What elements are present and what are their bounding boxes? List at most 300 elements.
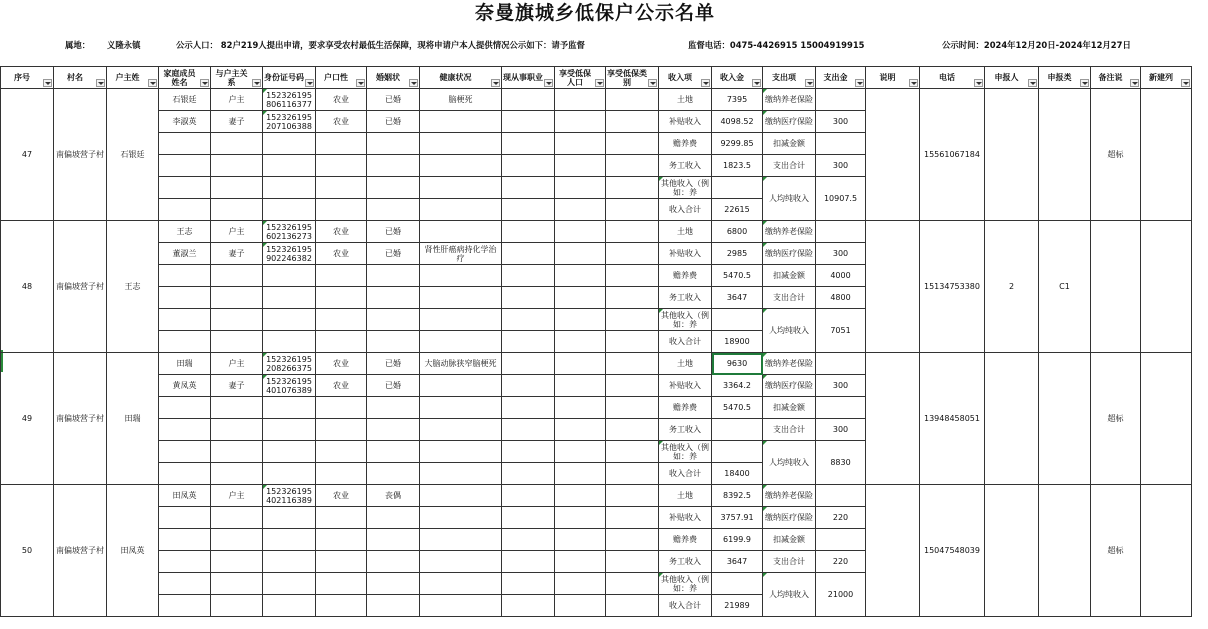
- member-low-income-type[interactable]: [606, 397, 659, 419]
- member-occupation[interactable]: [502, 331, 555, 353]
- column-header[interactable]: 现从事职业: [502, 67, 555, 89]
- member-id-number[interactable]: [263, 331, 316, 353]
- member-relation[interactable]: [211, 595, 263, 617]
- member-id-number[interactable]: 152326195208266375: [263, 353, 316, 375]
- member-id-number[interactable]: [263, 419, 316, 441]
- member-hukou[interactable]: [316, 419, 367, 441]
- member-hukou[interactable]: [316, 573, 367, 595]
- income-amount[interactable]: 7395: [712, 89, 763, 111]
- member-id-number[interactable]: [263, 397, 316, 419]
- member-low-income-count[interactable]: [555, 155, 606, 177]
- member-marriage[interactable]: [367, 441, 420, 463]
- income-amount[interactable]: 5470.5: [712, 265, 763, 287]
- member-health[interactable]: 肾性肝癌病持化学治疗: [420, 243, 502, 265]
- new-column[interactable]: [1141, 89, 1192, 221]
- filter-dropdown-icon[interactable]: [491, 79, 500, 87]
- member-hukou[interactable]: [316, 529, 367, 551]
- filter-dropdown-icon[interactable]: [595, 79, 604, 87]
- filter-dropdown-icon[interactable]: [1130, 79, 1139, 87]
- member-id-number[interactable]: [263, 441, 316, 463]
- member-hukou[interactable]: 农业: [316, 485, 367, 507]
- expense-item[interactable]: 缴纳养老保险: [763, 485, 816, 507]
- member-hukou[interactable]: 农业: [316, 111, 367, 133]
- column-header[interactable]: 户口性: [316, 67, 367, 89]
- member-occupation[interactable]: [502, 199, 555, 221]
- member-low-income-count[interactable]: [555, 551, 606, 573]
- member-name[interactable]: 王志: [159, 221, 211, 243]
- member-low-income-count[interactable]: [555, 221, 606, 243]
- phone[interactable]: 15561067184: [920, 89, 985, 221]
- income-amount[interactable]: 6800: [712, 221, 763, 243]
- member-low-income-type[interactable]: [606, 419, 659, 441]
- expense-amount[interactable]: 300: [816, 155, 866, 177]
- expense-amount[interactable]: 220: [816, 507, 866, 529]
- member-hukou[interactable]: [316, 265, 367, 287]
- expense-amount[interactable]: 4000: [816, 265, 866, 287]
- member-health[interactable]: [420, 375, 502, 397]
- filter-dropdown-icon[interactable]: [648, 79, 657, 87]
- member-occupation[interactable]: [502, 111, 555, 133]
- filter-dropdown-icon[interactable]: [43, 79, 52, 87]
- member-low-income-type[interactable]: [606, 265, 659, 287]
- member-health[interactable]: [420, 155, 502, 177]
- member-marriage[interactable]: [367, 155, 420, 177]
- filter-dropdown-icon[interactable]: [305, 79, 314, 87]
- member-marriage[interactable]: [367, 177, 420, 199]
- income-item[interactable]: 其他收入（例如：养: [659, 177, 712, 199]
- member-marriage[interactable]: 丧偶: [367, 485, 420, 507]
- member-low-income-type[interactable]: [606, 441, 659, 463]
- member-health[interactable]: [420, 595, 502, 617]
- member-id-number[interactable]: 152326195602136273: [263, 221, 316, 243]
- income-item[interactable]: 赡养费: [659, 133, 712, 155]
- member-occupation[interactable]: [502, 353, 555, 375]
- member-hukou[interactable]: 农业: [316, 221, 367, 243]
- expense-item[interactable]: 缴纳医疗保险: [763, 375, 816, 397]
- member-name[interactable]: [159, 573, 211, 595]
- filter-dropdown-icon[interactable]: [148, 79, 157, 87]
- member-id-number[interactable]: [263, 177, 316, 199]
- column-header[interactable]: 备注说: [1091, 67, 1141, 89]
- filter-dropdown-icon[interactable]: [1028, 79, 1037, 87]
- column-header[interactable]: 享受低保类别: [606, 67, 659, 89]
- member-low-income-count[interactable]: [555, 331, 606, 353]
- member-low-income-count[interactable]: [555, 419, 606, 441]
- column-header[interactable]: 申报类: [1039, 67, 1091, 89]
- expense-item[interactable]: 缴纳医疗保险: [763, 111, 816, 133]
- income-amount[interactable]: 2985: [712, 243, 763, 265]
- member-hukou[interactable]: [316, 309, 367, 331]
- filter-dropdown-icon[interactable]: [805, 79, 814, 87]
- member-low-income-type[interactable]: [606, 133, 659, 155]
- member-health[interactable]: [420, 485, 502, 507]
- income-amount[interactable]: 22615: [712, 199, 763, 221]
- expense-item[interactable]: 扣减金额: [763, 529, 816, 551]
- expense-item[interactable]: 缴纳医疗保险: [763, 243, 816, 265]
- member-low-income-count[interactable]: [555, 133, 606, 155]
- member-low-income-type[interactable]: [606, 199, 659, 221]
- member-hukou[interactable]: [316, 331, 367, 353]
- income-amount[interactable]: 18900: [712, 331, 763, 353]
- member-relation[interactable]: 妻子: [211, 111, 263, 133]
- income-amount[interactable]: 3364.2: [712, 375, 763, 397]
- expense-item[interactable]: 支出合计: [763, 551, 816, 573]
- member-occupation[interactable]: [502, 177, 555, 199]
- member-hukou[interactable]: [316, 177, 367, 199]
- expense-item[interactable]: 支出合计: [763, 155, 816, 177]
- member-low-income-count[interactable]: [555, 309, 606, 331]
- member-marriage[interactable]: [367, 529, 420, 551]
- income-item[interactable]: 务工收入: [659, 287, 712, 309]
- member-marriage[interactable]: 已婚: [367, 353, 420, 375]
- expense-item[interactable]: 人均纯收入: [763, 573, 816, 617]
- member-id-number[interactable]: [263, 155, 316, 177]
- member-low-income-type[interactable]: [606, 309, 659, 331]
- expense-item[interactable]: 人均纯收入: [763, 309, 816, 353]
- member-low-income-count[interactable]: [555, 243, 606, 265]
- member-low-income-type[interactable]: [606, 353, 659, 375]
- member-occupation[interactable]: [502, 463, 555, 485]
- household-head[interactable]: 田瑞: [107, 353, 159, 485]
- expense-item[interactable]: 人均纯收入: [763, 177, 816, 221]
- member-marriage[interactable]: [367, 595, 420, 617]
- phone[interactable]: 15134753380: [920, 221, 985, 353]
- application-type[interactable]: [1039, 353, 1091, 485]
- member-relation[interactable]: 妻子: [211, 375, 263, 397]
- member-id-number[interactable]: 152326195402116389: [263, 485, 316, 507]
- expense-item[interactable]: 支出合计: [763, 287, 816, 309]
- member-relation[interactable]: [211, 441, 263, 463]
- member-name[interactable]: [159, 551, 211, 573]
- member-name[interactable]: [159, 507, 211, 529]
- member-low-income-count[interactable]: [555, 177, 606, 199]
- expense-amount[interactable]: [816, 89, 866, 111]
- member-occupation[interactable]: [502, 133, 555, 155]
- income-item[interactable]: 土地: [659, 89, 712, 111]
- member-hukou[interactable]: [316, 595, 367, 617]
- income-amount[interactable]: 9630: [712, 353, 763, 375]
- member-relation[interactable]: [211, 155, 263, 177]
- member-low-income-type[interactable]: [606, 155, 659, 177]
- applicant-count[interactable]: 2: [985, 221, 1039, 353]
- member-relation[interactable]: 户主: [211, 89, 263, 111]
- member-occupation[interactable]: [502, 529, 555, 551]
- member-name[interactable]: [159, 441, 211, 463]
- member-occupation[interactable]: [502, 221, 555, 243]
- application-type[interactable]: C1: [1039, 221, 1091, 353]
- member-name[interactable]: [159, 287, 211, 309]
- member-health[interactable]: [420, 573, 502, 595]
- filter-dropdown-icon[interactable]: [752, 79, 761, 87]
- member-low-income-count[interactable]: [555, 573, 606, 595]
- note[interactable]: [1091, 221, 1141, 353]
- member-name[interactable]: [159, 155, 211, 177]
- member-marriage[interactable]: [367, 265, 420, 287]
- filter-dropdown-icon[interactable]: [1181, 79, 1190, 87]
- note[interactable]: 超标: [1091, 353, 1141, 485]
- expense-item[interactable]: 缴纳养老保险: [763, 221, 816, 243]
- income-item[interactable]: 土地: [659, 221, 712, 243]
- expense-item[interactable]: 扣减金额: [763, 265, 816, 287]
- column-header[interactable]: 收入金: [712, 67, 763, 89]
- member-id-number[interactable]: [263, 199, 316, 221]
- filter-dropdown-icon[interactable]: [1080, 79, 1089, 87]
- member-hukou[interactable]: [316, 133, 367, 155]
- filter-dropdown-icon[interactable]: [200, 79, 209, 87]
- column-header[interactable]: 序号: [1, 67, 54, 89]
- member-occupation[interactable]: [502, 441, 555, 463]
- member-low-income-type[interactable]: [606, 529, 659, 551]
- expense-item[interactable]: 扣减金额: [763, 133, 816, 155]
- member-marriage[interactable]: [367, 419, 420, 441]
- filter-dropdown-icon[interactable]: [252, 79, 261, 87]
- household-village[interactable]: 南偏坡营子村: [54, 485, 107, 617]
- income-item[interactable]: 土地: [659, 485, 712, 507]
- member-id-number[interactable]: 152326195207106388: [263, 111, 316, 133]
- income-item[interactable]: 补贴收入: [659, 243, 712, 265]
- income-item[interactable]: 务工收入: [659, 155, 712, 177]
- household-no[interactable]: 49: [1, 353, 54, 485]
- per-capita-income[interactable]: 8830: [816, 441, 866, 485]
- member-occupation[interactable]: [502, 309, 555, 331]
- household-no[interactable]: 50: [1, 485, 54, 617]
- income-item[interactable]: 其他收入（例如：养: [659, 573, 712, 595]
- member-low-income-type[interactable]: [606, 243, 659, 265]
- member-name[interactable]: 田凤英: [159, 485, 211, 507]
- member-occupation[interactable]: [502, 243, 555, 265]
- member-relation[interactable]: [211, 551, 263, 573]
- income-item[interactable]: 赡养费: [659, 265, 712, 287]
- member-low-income-count[interactable]: [555, 89, 606, 111]
- income-amount[interactable]: 3647: [712, 287, 763, 309]
- new-column[interactable]: [1141, 353, 1192, 485]
- member-relation[interactable]: [211, 133, 263, 155]
- column-header[interactable]: 家庭成员姓名: [159, 67, 211, 89]
- member-hukou[interactable]: [316, 155, 367, 177]
- member-health[interactable]: [420, 221, 502, 243]
- income-item[interactable]: 务工收入: [659, 551, 712, 573]
- member-hukou[interactable]: [316, 551, 367, 573]
- member-health[interactable]: [420, 441, 502, 463]
- member-occupation[interactable]: [502, 397, 555, 419]
- per-capita-income[interactable]: 10907.5: [816, 177, 866, 221]
- member-name[interactable]: 董淑兰: [159, 243, 211, 265]
- member-marriage[interactable]: [367, 133, 420, 155]
- member-relation[interactable]: [211, 573, 263, 595]
- member-name[interactable]: 黄凤英: [159, 375, 211, 397]
- member-marriage[interactable]: 已婚: [367, 243, 420, 265]
- member-id-number[interactable]: [263, 507, 316, 529]
- column-header[interactable]: 身份证号码: [263, 67, 316, 89]
- column-header[interactable]: 户主姓: [107, 67, 159, 89]
- member-low-income-type[interactable]: [606, 507, 659, 529]
- income-amount[interactable]: [712, 177, 763, 199]
- expense-item[interactable]: 缴纳养老保险: [763, 89, 816, 111]
- household-head[interactable]: 王志: [107, 221, 159, 353]
- expense-amount[interactable]: [816, 397, 866, 419]
- member-name[interactable]: [159, 199, 211, 221]
- expense-amount[interactable]: [816, 353, 866, 375]
- income-item[interactable]: 务工收入: [659, 419, 712, 441]
- member-id-number[interactable]: [263, 573, 316, 595]
- note[interactable]: 超标: [1091, 485, 1141, 617]
- member-id-number[interactable]: 152326195902246382: [263, 243, 316, 265]
- income-item[interactable]: 补贴收入: [659, 111, 712, 133]
- applicant-count[interactable]: [985, 89, 1039, 221]
- household-no[interactable]: 47: [1, 89, 54, 221]
- income-item[interactable]: 补贴收入: [659, 507, 712, 529]
- member-marriage[interactable]: [367, 463, 420, 485]
- column-header[interactable]: 村名: [54, 67, 107, 89]
- member-name[interactable]: [159, 133, 211, 155]
- filter-dropdown-icon[interactable]: [96, 79, 105, 87]
- member-relation[interactable]: 户主: [211, 353, 263, 375]
- member-health[interactable]: [420, 265, 502, 287]
- member-marriage[interactable]: [367, 507, 420, 529]
- member-health[interactable]: [420, 419, 502, 441]
- member-name[interactable]: 李淑英: [159, 111, 211, 133]
- household-village[interactable]: 南偏坡营子村: [54, 89, 107, 221]
- income-amount[interactable]: [712, 419, 763, 441]
- phone[interactable]: 13948458051: [920, 353, 985, 485]
- member-health[interactable]: 脑梗死: [420, 89, 502, 111]
- member-occupation[interactable]: [502, 573, 555, 595]
- member-health[interactable]: [420, 287, 502, 309]
- income-amount[interactable]: 18400: [712, 463, 763, 485]
- member-health[interactable]: [420, 463, 502, 485]
- income-amount[interactable]: 8392.5: [712, 485, 763, 507]
- income-amount[interactable]: 6199.9: [712, 529, 763, 551]
- member-low-income-count[interactable]: [555, 441, 606, 463]
- member-low-income-type[interactable]: [606, 331, 659, 353]
- filter-dropdown-icon[interactable]: [544, 79, 553, 87]
- member-id-number[interactable]: [263, 309, 316, 331]
- member-name[interactable]: [159, 331, 211, 353]
- income-amount[interactable]: 3757.91: [712, 507, 763, 529]
- member-id-number[interactable]: [263, 551, 316, 573]
- member-occupation[interactable]: [502, 507, 555, 529]
- member-relation[interactable]: 妻子: [211, 243, 263, 265]
- expense-item[interactable]: 扣减金额: [763, 397, 816, 419]
- column-header[interactable]: 健康状况: [420, 67, 502, 89]
- member-id-number[interactable]: [263, 133, 316, 155]
- member-hukou[interactable]: [316, 463, 367, 485]
- member-name[interactable]: [159, 595, 211, 617]
- expense-amount[interactable]: 300: [816, 375, 866, 397]
- expense-amount[interactable]: [816, 529, 866, 551]
- member-health[interactable]: [420, 397, 502, 419]
- income-amount[interactable]: [712, 573, 763, 595]
- member-health[interactable]: [420, 331, 502, 353]
- expense-amount[interactable]: [816, 221, 866, 243]
- member-marriage[interactable]: [367, 551, 420, 573]
- member-hukou[interactable]: 农业: [316, 89, 367, 111]
- column-header[interactable]: 婚姻状: [367, 67, 420, 89]
- income-item[interactable]: 其他收入（例如：养: [659, 441, 712, 463]
- member-name[interactable]: [159, 529, 211, 551]
- member-low-income-type[interactable]: [606, 375, 659, 397]
- income-amount[interactable]: [712, 441, 763, 463]
- income-item[interactable]: 赡养费: [659, 397, 712, 419]
- member-health[interactable]: 大脑动脉狭窄脑梗死: [420, 353, 502, 375]
- member-name[interactable]: 石银廷: [159, 89, 211, 111]
- remark[interactable]: [866, 89, 920, 221]
- member-marriage[interactable]: 已婚: [367, 111, 420, 133]
- member-name[interactable]: [159, 265, 211, 287]
- member-marriage[interactable]: [367, 287, 420, 309]
- member-marriage[interactable]: [367, 397, 420, 419]
- member-low-income-type[interactable]: [606, 287, 659, 309]
- note[interactable]: 超标: [1091, 89, 1141, 221]
- member-health[interactable]: [420, 111, 502, 133]
- column-header[interactable]: 收入项: [659, 67, 712, 89]
- member-relation[interactable]: [211, 177, 263, 199]
- column-header[interactable]: 电话: [920, 67, 985, 89]
- member-hukou[interactable]: 农业: [316, 375, 367, 397]
- member-low-income-count[interactable]: [555, 397, 606, 419]
- member-name[interactable]: [159, 463, 211, 485]
- member-low-income-type[interactable]: [606, 463, 659, 485]
- member-low-income-count[interactable]: [555, 287, 606, 309]
- member-relation[interactable]: [211, 265, 263, 287]
- income-amount[interactable]: 3647: [712, 551, 763, 573]
- member-low-income-count[interactable]: [555, 265, 606, 287]
- member-hukou[interactable]: [316, 199, 367, 221]
- member-id-number[interactable]: [263, 463, 316, 485]
- expense-amount[interactable]: [816, 485, 866, 507]
- member-name[interactable]: [159, 419, 211, 441]
- member-id-number[interactable]: 152326195401076389: [263, 375, 316, 397]
- member-name[interactable]: [159, 177, 211, 199]
- member-marriage[interactable]: 已婚: [367, 89, 420, 111]
- member-low-income-type[interactable]: [606, 551, 659, 573]
- member-low-income-count[interactable]: [555, 507, 606, 529]
- filter-dropdown-icon[interactable]: [909, 79, 918, 87]
- member-health[interactable]: [420, 177, 502, 199]
- filter-dropdown-icon[interactable]: [974, 79, 983, 87]
- member-hukou[interactable]: [316, 441, 367, 463]
- filter-dropdown-icon[interactable]: [855, 79, 864, 87]
- member-occupation[interactable]: [502, 287, 555, 309]
- member-relation[interactable]: [211, 331, 263, 353]
- member-health[interactable]: [420, 551, 502, 573]
- income-item[interactable]: 收入合计: [659, 595, 712, 617]
- member-relation[interactable]: 户主: [211, 221, 263, 243]
- member-health[interactable]: [420, 309, 502, 331]
- income-amount[interactable]: 21989: [712, 595, 763, 617]
- member-occupation[interactable]: [502, 155, 555, 177]
- member-low-income-count[interactable]: [555, 375, 606, 397]
- member-health[interactable]: [420, 529, 502, 551]
- member-marriage[interactable]: 已婚: [367, 375, 420, 397]
- member-id-number[interactable]: [263, 529, 316, 551]
- new-column[interactable]: [1141, 221, 1192, 353]
- member-low-income-count[interactable]: [555, 199, 606, 221]
- column-header[interactable]: 说明: [866, 67, 920, 89]
- member-relation[interactable]: [211, 463, 263, 485]
- member-relation[interactable]: [211, 507, 263, 529]
- member-low-income-count[interactable]: [555, 353, 606, 375]
- income-amount[interactable]: 9299.85: [712, 133, 763, 155]
- column-header[interactable]: 支出金: [816, 67, 866, 89]
- member-relation[interactable]: [211, 397, 263, 419]
- remark[interactable]: [866, 221, 920, 353]
- member-relation[interactable]: [211, 419, 263, 441]
- new-column[interactable]: [1141, 485, 1192, 617]
- member-name[interactable]: 田瑞: [159, 353, 211, 375]
- member-relation[interactable]: [211, 529, 263, 551]
- income-item[interactable]: 收入合计: [659, 199, 712, 221]
